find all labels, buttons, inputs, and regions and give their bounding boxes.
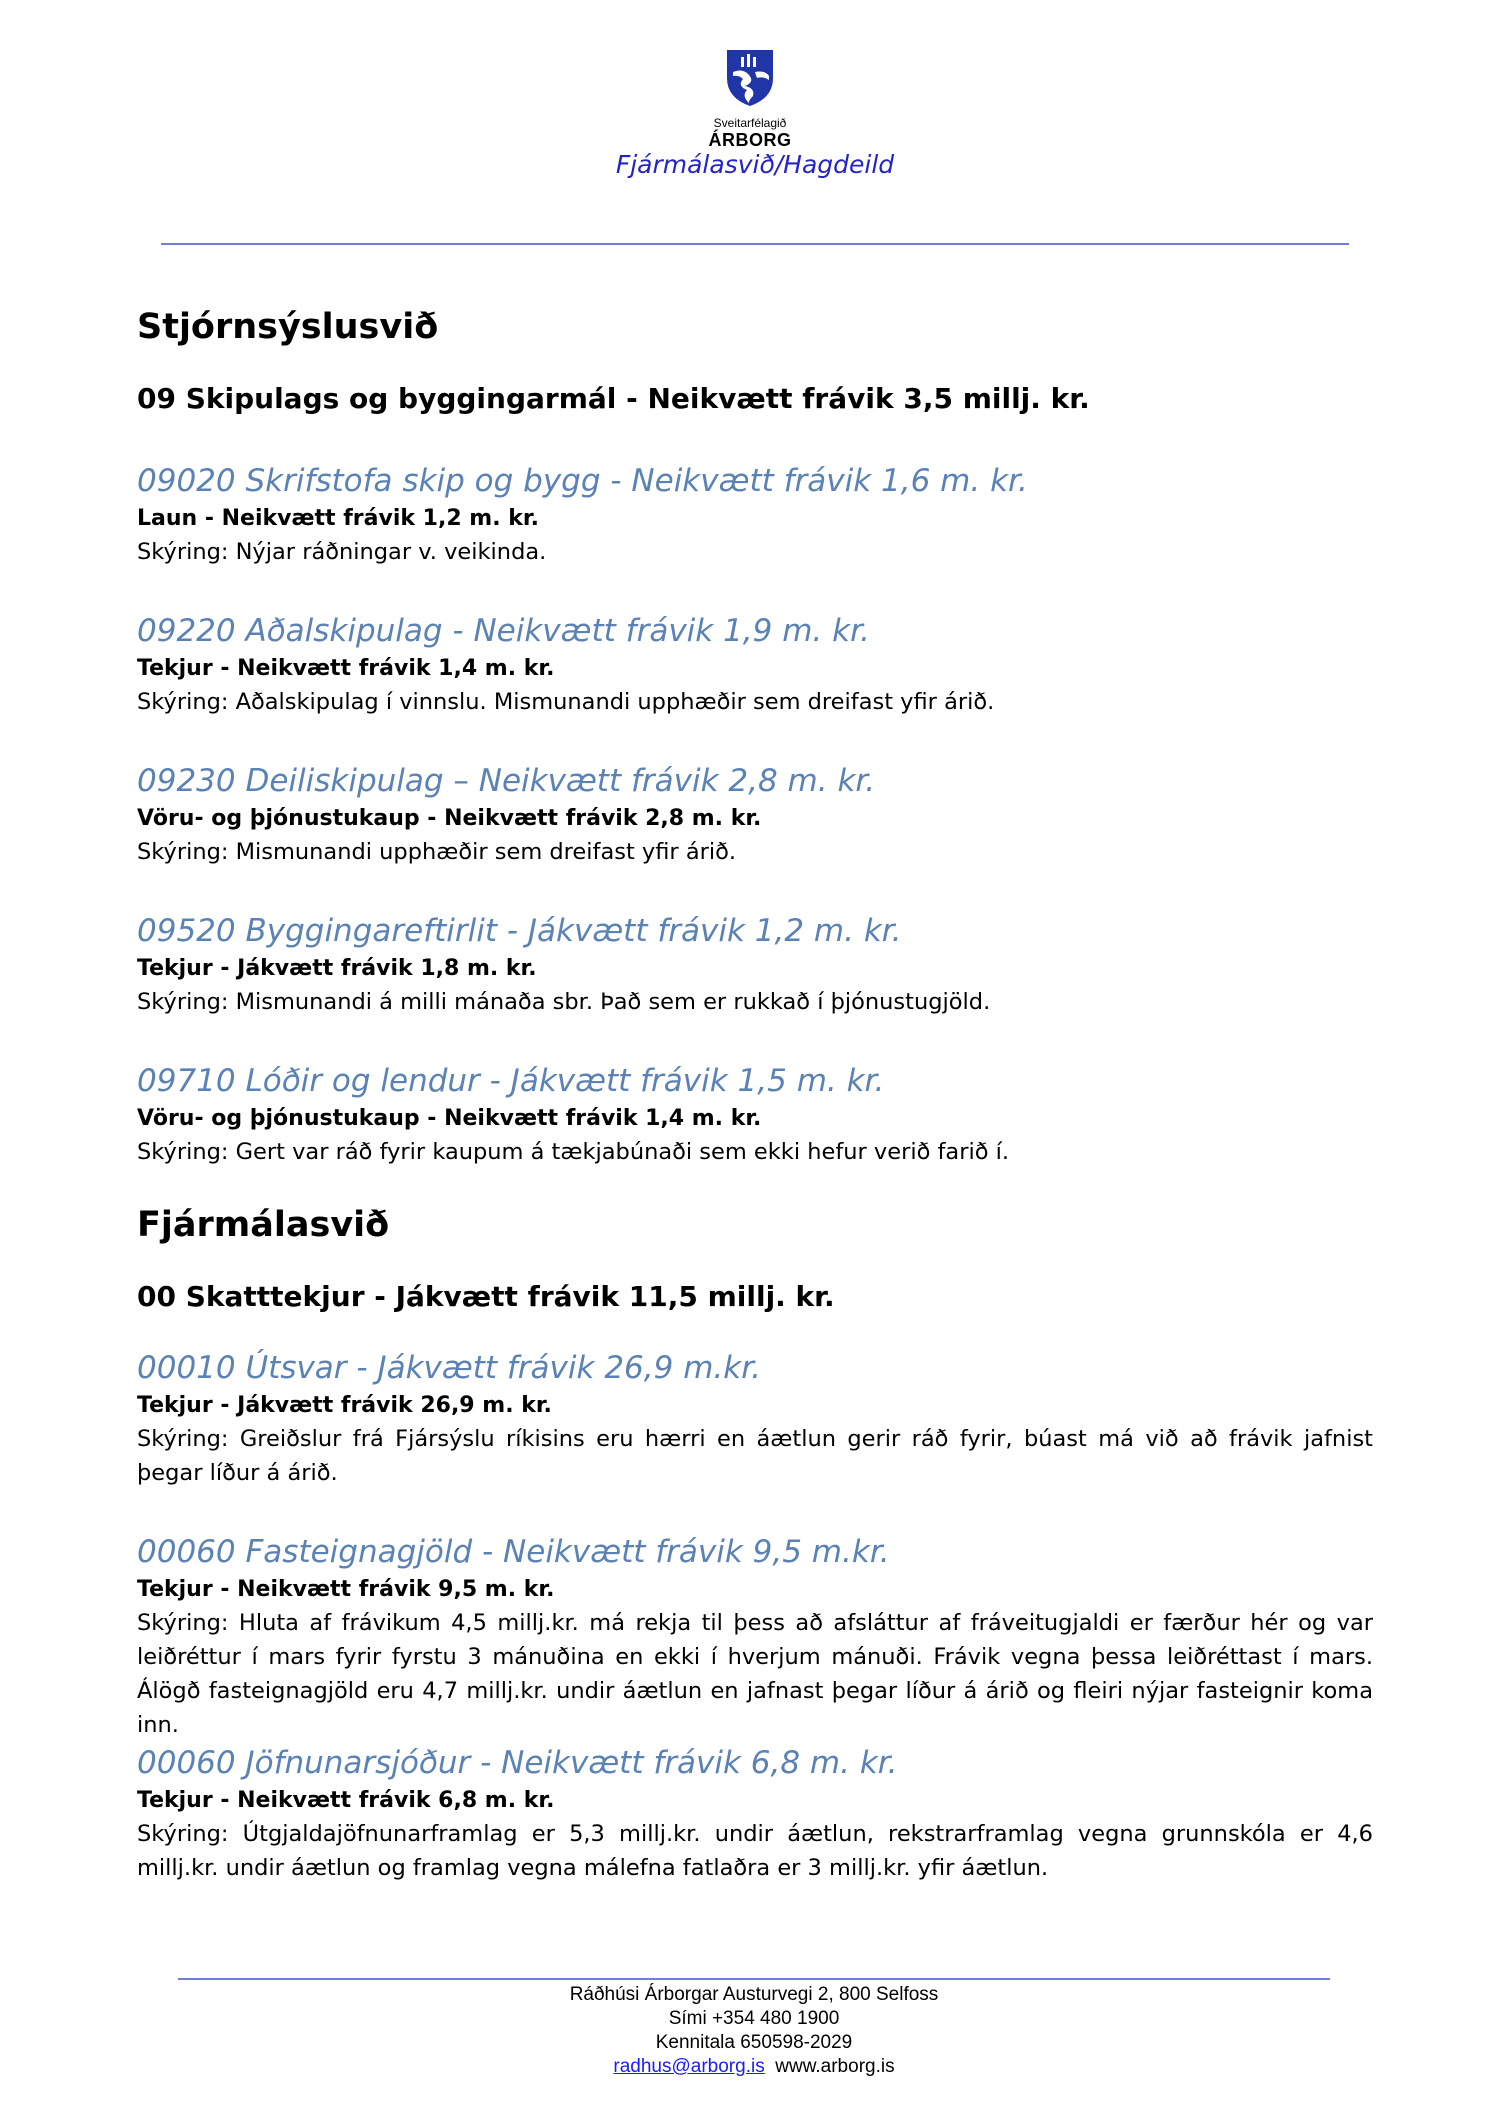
item-subheading: Tekjur - Neikvætt frávik 9,5 m. kr.	[137, 1577, 555, 1602]
arborg-shield-icon	[725, 48, 775, 108]
item-subheading: Tekjur - Jákvætt frávik 26,9 m. kr.	[137, 1393, 552, 1418]
item-heading: 00010 Útsvar - Jákvætt frávik 26,9 m.kr.	[137, 1350, 761, 1386]
document-body	[137, 300, 1373, 1885]
item-text: Skýring: Hluta af frávikum 4,5 millj.kr. má rekja til þess að afsláttur af fráveitugjaldi er færður hér og var leiðréttur í mars fyrir fyrstu 3 mánuðina en ekki í hverjum mánuði. Frávik vegna þessa leiðréttast í mars. Álögð fasteignagjöld eru 4,7 millj.kr. undir áætlun en jafnast þegar líður á árið og fleiri nýjar fasteignir koma inn.	[137, 1610, 1373, 1738]
item-text: Skýring: Aðalskipulag í vinnslu. Mismunandi upphæðir sem dreifast yfir árið.	[137, 689, 995, 715]
item-text: Skýring: Nýjar ráðningar v. veikinda.	[137, 539, 547, 565]
footer-email-link[interactable]: radhus@arborg.is	[613, 2056, 765, 2077]
item-text: Skýring: Útgjaldajöfnunarframlag er 5,3 millj.kr. undir áætlun, rekstrarframlag vegna grunnskóla er 4,6 millj.kr. undir áætlun og framlag vegna málefna fatlaðra er 3 millj.kr. yfir áætlun.	[137, 1821, 1373, 1881]
logo-line2: ÁRBORG	[708, 130, 792, 150]
group-title: 00 Skatttekjur - Jákvætt frávik 11,5 millj. kr.	[137, 1280, 835, 1313]
footer-divider	[178, 1978, 1330, 1980]
item-subheading: Tekjur - Neikvætt frávik 1,4 m. kr.	[137, 656, 555, 681]
item-heading: 09710 Lóðir og lendur - Jákvætt frávik 1,5 m. kr.	[137, 1063, 885, 1099]
item-subheading: Tekjur - Neikvætt frávik 6,8 m. kr.	[137, 1788, 555, 1813]
item-text: Skýring: Gert var ráð fyrir kaupum á tækjabúnaði sem ekki hefur verið farið í.	[137, 1139, 1010, 1165]
section-title: Stjórnsýslusvið	[137, 307, 439, 347]
item-heading: 00060 Jöfnunarsjóður - Neikvætt frávik 6,8 m. kr.	[137, 1745, 898, 1781]
footer-contact	[0, 2055, 1500, 2079]
item-heading: 09220 Aðalskipulag - Neikvætt frávik 1,9 m. kr.	[137, 613, 870, 649]
item-text: Skýring: Greiðslur frá Fjársýslu ríkisins eru hærri en áætlun gerir ráð fyrir, búast má við að frávik jafnist þegar líður á árið.	[137, 1426, 1373, 1486]
footer-kennitala: Kennitala 650598-2029	[655, 2032, 853, 2053]
header-divider	[161, 243, 1349, 245]
item-text: Skýring: Mismunandi á milli mánaða sbr. Það sem er rukkað í þjónustugjöld.	[137, 989, 991, 1015]
item-heading: 09520 Byggingareftirlit - Jákvætt frávik 1,2 m. kr.	[137, 913, 902, 949]
item-heading: 09230 Deiliskipulag – Neikvætt frávik 2,8 m. kr.	[137, 763, 876, 799]
group-title: 09 Skipulags og byggingarmál - Neikvætt frávik 3,5 millj. kr.	[137, 382, 1090, 415]
section-title: Fjármálasvið	[137, 1205, 390, 1245]
item-text: Skýring: Mismunandi upphæðir sem dreifast yfir árið.	[137, 839, 737, 865]
footer-phone: Sími +354 480 1900	[668, 2008, 840, 2029]
logo-line1: Sveitarfélagið	[713, 116, 787, 130]
footer-address: Ráðhúsi Árborgar Austurvegi 2, 800 Selfoss	[569, 1984, 939, 2005]
footer-website: www.arborg.is	[775, 2056, 895, 2077]
item-subheading: Vöru- og þjónustukaup - Neikvætt frávik 2,8 m. kr.	[137, 806, 762, 831]
item-subheading: Laun - Neikvætt frávik 1,2 m. kr.	[137, 506, 539, 531]
item-subheading: Tekjur - Jákvætt frávik 1,8 m. kr.	[137, 956, 537, 981]
item-heading: 00060 Fasteignagjöld - Neikvætt frávik 9,5 m.kr.	[137, 1534, 890, 1570]
item-subheading: Vöru- og þjónustukaup - Neikvætt frávik 1,4 m. kr.	[137, 1106, 762, 1131]
logo	[0, 48, 1500, 150]
item-heading: 09020 Skrifstofa skip og bygg - Neikvætt frávik 1,6 m. kr.	[137, 463, 1028, 499]
department-title: Fjármálasvið/Hagdeild	[615, 150, 895, 179]
footer	[0, 1983, 1500, 2079]
